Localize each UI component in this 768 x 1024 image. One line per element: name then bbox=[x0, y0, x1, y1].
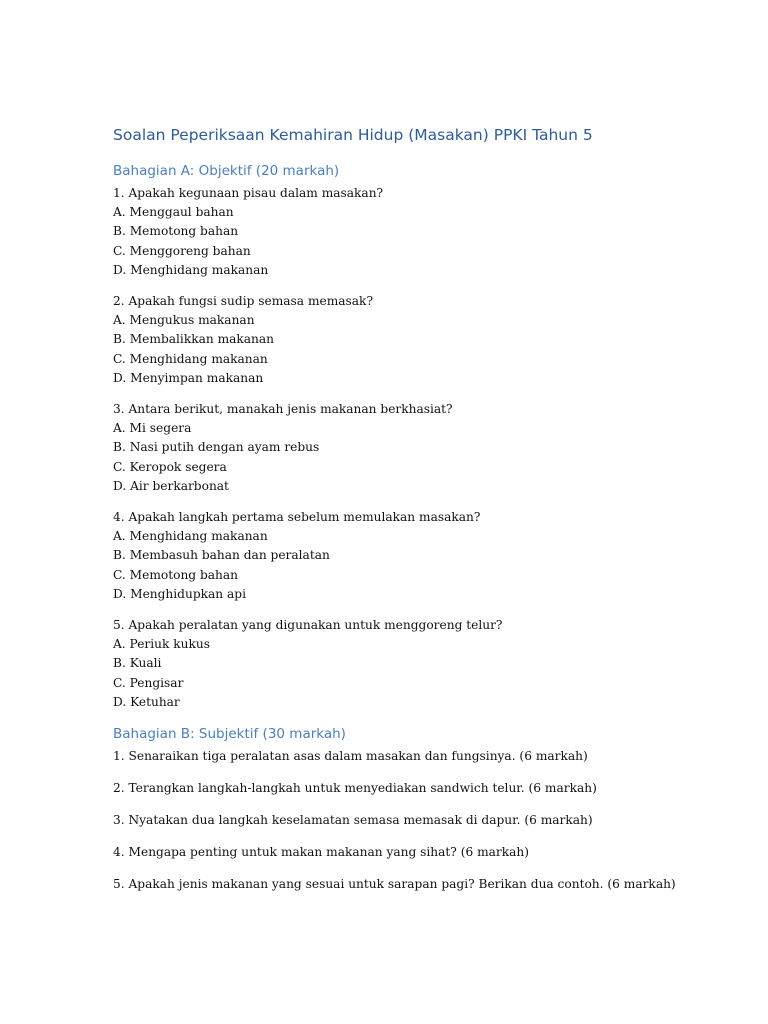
question-text: 1. Apakah kegunaan pisau dalam masakan? bbox=[113, 186, 384, 200]
question-a2 bbox=[113, 292, 733, 388]
option-d: D. Ketuhar bbox=[113, 694, 180, 709]
question-b4: 4. Mengapa penting untuk makan makanan yang sihat? (6 markah) bbox=[113, 845, 529, 860]
option-d: D. Menghidang makanan bbox=[113, 262, 269, 277]
option-c: C. Memotong bahan bbox=[113, 567, 239, 582]
option-c: C. Menghidang makanan bbox=[113, 351, 268, 366]
option-c: C. Pengisar bbox=[113, 675, 184, 690]
option-d: D. Air berkarbonat bbox=[113, 478, 229, 493]
option-b: B. Nasi putih dengan ayam rebus bbox=[113, 440, 320, 455]
question-a1 bbox=[113, 184, 733, 280]
question-b1: 1. Senaraikan tiga peralatan asas dalam masakan dan fungsinya. (6 markah) bbox=[113, 749, 588, 764]
section-a bbox=[113, 161, 733, 712]
question-b2: 2. Terangkan langkah-langkah untuk menyediakan sandwich telur. (6 markah) bbox=[113, 781, 597, 796]
section-b-heading: Bahagian B: Subjektif (30 markah) bbox=[113, 726, 346, 743]
question-text: 4. Apakah langkah pertama sebelum memulakan masakan? bbox=[113, 510, 481, 525]
question-b5: 5. Apakah jenis makanan yang sesuai untuk sarapan pagi? Berikan dua contoh. (6 markah) bbox=[113, 877, 676, 892]
option-d: D. Menghidupkan api bbox=[113, 586, 246, 601]
question-a4 bbox=[113, 508, 733, 604]
document-title: Soalan Peperiksaan Kemahiran Hidup (Masakan) PPKI Tahun 5 bbox=[113, 126, 593, 144]
section-a-heading: Bahagian A: Objektif (20 markah) bbox=[113, 163, 340, 179]
option-a: A. Menggaul bahan bbox=[113, 205, 234, 220]
question-text: 3. Antara berikut, manakah jenis makanan berkhasiat? bbox=[113, 402, 453, 417]
option-d: D. Menyimpan makanan bbox=[113, 370, 264, 385]
option-b: B. Memotong bahan bbox=[113, 224, 239, 239]
option-a: A. Menghidang makanan bbox=[113, 529, 268, 544]
option-c: C. Keropok segera bbox=[113, 459, 227, 474]
option-a: A. Periuk kukus bbox=[113, 637, 210, 652]
question-text: 5. Apakah peralatan yang digunakan untuk menggoreng telur? bbox=[113, 618, 503, 633]
option-b: B. Kuali bbox=[113, 656, 162, 671]
option-b: B. Membasuh bahan dan peralatan bbox=[113, 548, 330, 563]
document-page bbox=[113, 124, 733, 907]
question-a5 bbox=[113, 616, 733, 712]
question-b3: 3. Nyatakan dua langkah keselamatan semasa memasak di dapur. (6 markah) bbox=[113, 813, 593, 828]
question-a3 bbox=[113, 400, 733, 496]
option-a: A. Mengukus makanan bbox=[113, 313, 255, 328]
section-b bbox=[113, 724, 733, 894]
option-a: A. Mi segera bbox=[113, 421, 192, 436]
option-c: C. Menggoreng bahan bbox=[113, 243, 251, 258]
question-text: 2. Apakah fungsi sudip semasa memasak? bbox=[113, 294, 373, 309]
option-b: B. Membalikkan makanan bbox=[113, 332, 275, 347]
